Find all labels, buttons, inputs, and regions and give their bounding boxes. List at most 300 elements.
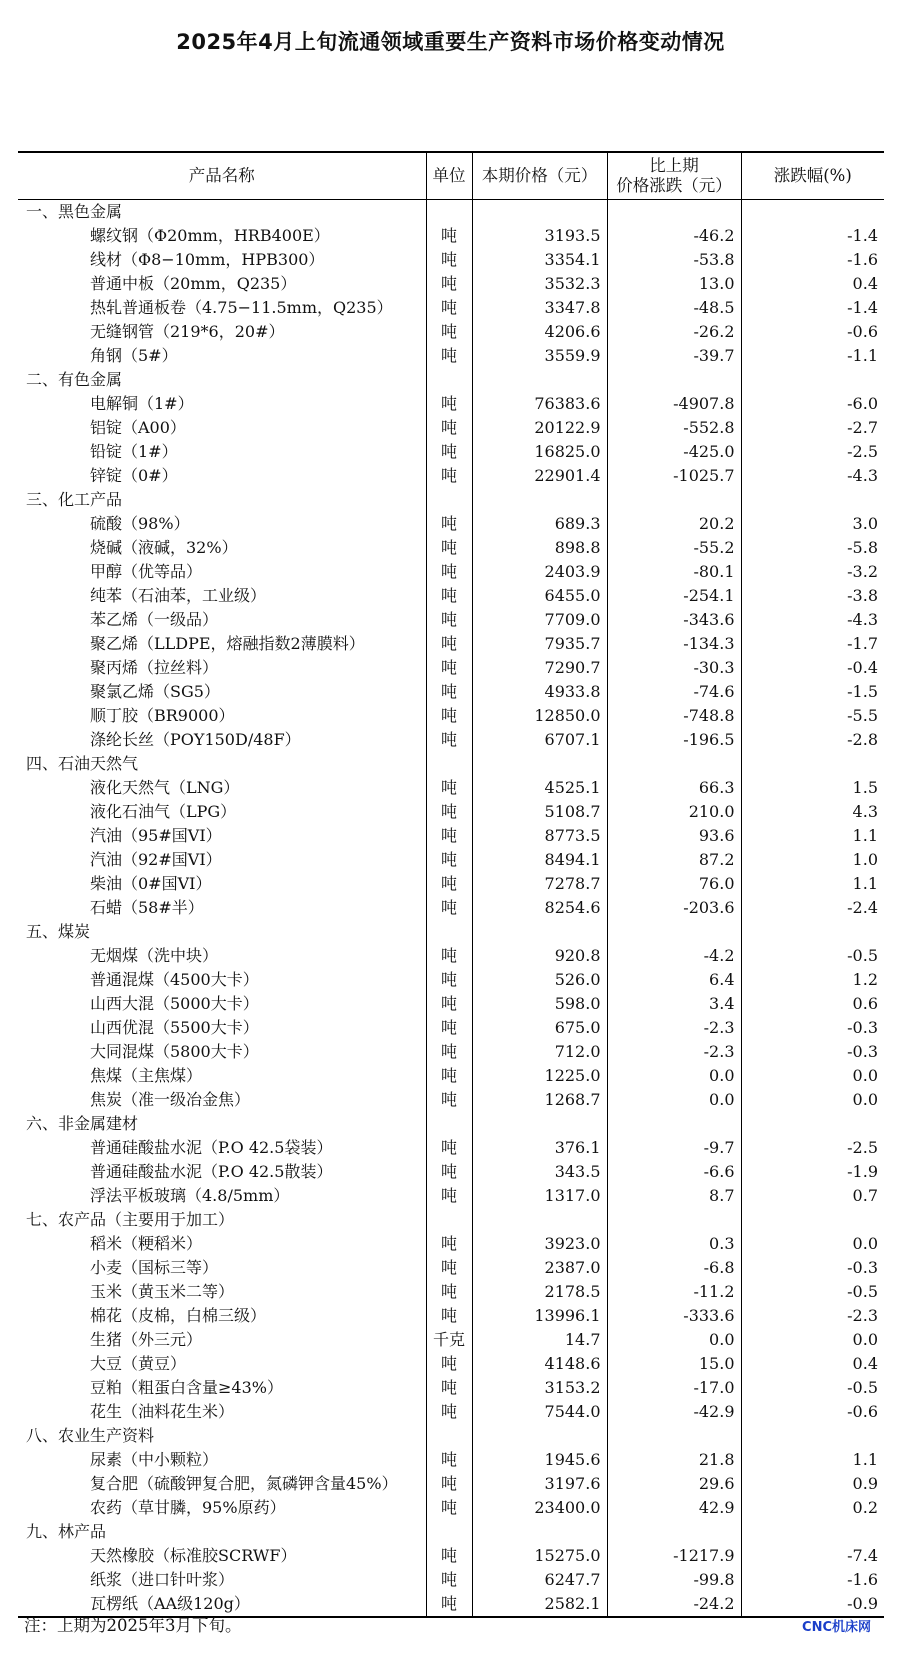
price-cell: 7290.7 — [472, 656, 607, 680]
change-cell: 66.3 — [607, 776, 741, 800]
unit-cell: 吨 — [426, 1376, 472, 1400]
pct-cell: -2.8 — [741, 728, 884, 752]
header-price: 本期价格（元） — [472, 152, 607, 200]
change-cell: -30.3 — [607, 656, 741, 680]
change-cell: 29.6 — [607, 1472, 741, 1496]
empty-cell — [741, 488, 884, 512]
change-cell: -4907.8 — [607, 392, 741, 416]
table-row — [18, 1304, 884, 1328]
change-cell: -9.7 — [607, 1136, 741, 1160]
table-row — [18, 1016, 884, 1040]
pct-cell: -0.3 — [741, 1016, 884, 1040]
unit-cell: 吨 — [426, 1184, 472, 1208]
empty-cell — [741, 1424, 884, 1448]
table-row — [18, 608, 884, 632]
product-name: 液化天然气（LNG） — [90, 778, 240, 797]
price-cell: 598.0 — [472, 992, 607, 1016]
table-row — [18, 1256, 884, 1280]
table-row — [18, 344, 884, 368]
price-cell: 898.8 — [472, 536, 607, 560]
product-name: 山西大混（5000大卡） — [90, 994, 259, 1013]
table-row — [18, 1448, 884, 1472]
pct-cell: 0.4 — [741, 272, 884, 296]
change-cell: -11.2 — [607, 1280, 741, 1304]
table-row — [18, 224, 884, 248]
table-row — [18, 1136, 884, 1160]
product-name: 线材（Φ8−10mm，HPB300） — [90, 250, 325, 269]
unit-cell: 吨 — [426, 1472, 472, 1496]
unit-cell: 吨 — [426, 680, 472, 704]
price-cell: 23400.0 — [472, 1496, 607, 1520]
unit-cell: 吨 — [426, 1088, 472, 1112]
pct-cell: -0.5 — [741, 1280, 884, 1304]
category-row — [18, 752, 884, 776]
table-row — [18, 440, 884, 464]
product-name: 普通中板（20mm，Q235） — [90, 274, 297, 293]
empty-cell — [426, 920, 472, 944]
category-row — [18, 200, 884, 225]
change-cell: -80.1 — [607, 560, 741, 584]
empty-cell — [741, 1208, 884, 1232]
empty-cell — [426, 1112, 472, 1136]
change-cell: -425.0 — [607, 440, 741, 464]
product-name: 纯苯（石油苯，工业级） — [90, 586, 267, 605]
unit-cell: 吨 — [426, 1304, 472, 1328]
price-table — [18, 151, 884, 1618]
change-cell: 8.7 — [607, 1184, 741, 1208]
price-cell: 3153.2 — [472, 1376, 607, 1400]
table-row — [18, 272, 884, 296]
pct-cell: -2.5 — [741, 440, 884, 464]
unit-cell: 吨 — [426, 608, 472, 632]
change-cell: -24.2 — [607, 1592, 741, 1617]
pct-cell: -0.5 — [741, 1376, 884, 1400]
change-cell: -53.8 — [607, 248, 741, 272]
change-cell: -333.6 — [607, 1304, 741, 1328]
unit-cell: 吨 — [426, 728, 472, 752]
empty-cell — [472, 1112, 607, 1136]
table-row — [18, 1376, 884, 1400]
unit-cell: 吨 — [426, 632, 472, 656]
product-name: 焦炭（准一级冶金焦） — [90, 1090, 251, 1109]
empty-cell — [426, 200, 472, 225]
pct-cell: 3.0 — [741, 512, 884, 536]
pct-cell: -0.6 — [741, 1400, 884, 1424]
unit-cell: 吨 — [426, 872, 472, 896]
price-cell: 3559.9 — [472, 344, 607, 368]
table-row — [18, 872, 884, 896]
product-name: 普通混煤（4500大卡） — [90, 970, 259, 989]
category-name: 五、煤炭 — [26, 922, 91, 941]
category-name: 四、石油天然气 — [26, 754, 139, 773]
product-name: 瓦楞纸（AA级120g） — [18, 1592, 426, 1617]
price-cell: 3347.8 — [472, 296, 607, 320]
pct-cell: 0.0 — [741, 1328, 884, 1352]
unit-cell: 吨 — [426, 344, 472, 368]
table-row — [18, 1064, 884, 1088]
unit-cell: 吨 — [426, 584, 472, 608]
unit-cell: 吨 — [426, 1040, 472, 1064]
header-change — [607, 152, 741, 200]
pct-cell: 1.2 — [741, 968, 884, 992]
unit-cell: 吨 — [426, 272, 472, 296]
empty-cell — [607, 1208, 741, 1232]
empty-cell — [607, 1520, 741, 1544]
pct-cell: -1.7 — [741, 632, 884, 656]
pct-cell: -7.4 — [741, 1544, 884, 1568]
price-cell: 4206.6 — [472, 320, 607, 344]
unit-cell: 吨 — [426, 776, 472, 800]
pct-cell: -3.2 — [741, 560, 884, 584]
price-cell: 712.0 — [472, 1040, 607, 1064]
category-name: 七、农产品（主要用于加工） — [26, 1210, 235, 1229]
pct-cell: -1.6 — [741, 1568, 884, 1592]
product-name: 生猪（外三元） — [90, 1330, 203, 1349]
empty-cell — [426, 1520, 472, 1544]
change-cell: 0.0 — [607, 1328, 741, 1352]
change-cell: -4.2 — [607, 944, 741, 968]
price-cell: 6455.0 — [472, 584, 607, 608]
empty-cell — [426, 1424, 472, 1448]
product-name: 浮法平板玻璃（4.8/5mm） — [90, 1186, 290, 1205]
change-cell: 42.9 — [607, 1496, 741, 1520]
price-cell: 20122.9 — [472, 416, 607, 440]
product-name: 无缝钢管（219*6，20#） — [90, 322, 285, 341]
table-row — [18, 536, 884, 560]
pct-cell: -2.5 — [741, 1136, 884, 1160]
header-change-line1: 比上期 — [649, 156, 699, 175]
change-cell: -203.6 — [607, 896, 741, 920]
pct-cell: -5.8 — [741, 536, 884, 560]
price-cell: 76383.6 — [472, 392, 607, 416]
pct-cell: -2.4 — [741, 896, 884, 920]
empty-cell — [607, 368, 741, 392]
product-name: 热轧普通板卷（4.75−11.5mm，Q235） — [90, 298, 393, 317]
table-row — [18, 1496, 884, 1520]
empty-cell — [607, 200, 741, 225]
pct-cell: 1.1 — [741, 824, 884, 848]
price-cell: 7709.0 — [472, 608, 607, 632]
table-row — [18, 1280, 884, 1304]
category-row — [18, 1520, 884, 1544]
table-body — [18, 200, 884, 1618]
pct-cell: 0.0 — [741, 1088, 884, 1112]
empty-cell — [426, 368, 472, 392]
category-name: 八、农业生产资料 — [26, 1426, 155, 1445]
change-cell: -254.1 — [607, 584, 741, 608]
unit-cell: 吨 — [426, 968, 472, 992]
table-header-row — [18, 152, 884, 200]
empty-cell — [472, 200, 607, 225]
change-cell: 210.0 — [607, 800, 741, 824]
price-cell: 8494.1 — [472, 848, 607, 872]
pct-cell: -0.3 — [741, 1040, 884, 1064]
change-cell: 20.2 — [607, 512, 741, 536]
product-name: 锌锭（0#） — [90, 466, 178, 485]
empty-cell — [472, 488, 607, 512]
table-row — [18, 512, 884, 536]
empty-cell — [472, 368, 607, 392]
change-cell: -42.9 — [607, 1400, 741, 1424]
product-name: 大豆（黄豆） — [90, 1354, 187, 1373]
unit-cell: 吨 — [426, 1496, 472, 1520]
pct-cell: -0.6 — [741, 320, 884, 344]
product-name: 液化石油气（LPG） — [90, 802, 237, 821]
unit-cell: 吨 — [426, 1568, 472, 1592]
unit-cell: 吨 — [426, 392, 472, 416]
change-cell: -196.5 — [607, 728, 741, 752]
product-name: 山西优混（5500大卡） — [90, 1018, 259, 1037]
table-row — [18, 584, 884, 608]
pct-cell: -1.4 — [741, 296, 884, 320]
change-cell: -552.8 — [607, 416, 741, 440]
change-cell: 87.2 — [607, 848, 741, 872]
unit-cell: 吨 — [426, 704, 472, 728]
category-row — [18, 1208, 884, 1232]
unit-cell: 吨 — [426, 992, 472, 1016]
empty-cell — [472, 752, 607, 776]
table-row — [18, 1184, 884, 1208]
price-cell: 3354.1 — [472, 248, 607, 272]
pct-cell: 0.0 — [741, 1064, 884, 1088]
unit-cell: 吨 — [426, 824, 472, 848]
pct-cell: -0.4 — [741, 656, 884, 680]
price-cell: 689.3 — [472, 512, 607, 536]
table-row — [18, 824, 884, 848]
unit-cell: 吨 — [426, 320, 472, 344]
unit-cell: 吨 — [426, 224, 472, 248]
footnote: 注：上期为2025年3月下旬。 — [24, 1616, 242, 1635]
category-name: 一、黑色金属 — [26, 202, 123, 221]
unit-cell: 吨 — [426, 1232, 472, 1256]
pct-cell: 4.3 — [741, 800, 884, 824]
table-row — [18, 1232, 884, 1256]
unit-cell: 吨 — [426, 1256, 472, 1280]
empty-cell — [472, 1424, 607, 1448]
price-cell: 7935.7 — [472, 632, 607, 656]
category-row — [18, 368, 884, 392]
change-cell: -2.3 — [607, 1016, 741, 1040]
unit-cell: 吨 — [426, 1064, 472, 1088]
unit-cell: 吨 — [426, 464, 472, 488]
change-cell: -1025.7 — [607, 464, 741, 488]
change-cell: 13.0 — [607, 272, 741, 296]
price-cell: 4933.8 — [472, 680, 607, 704]
empty-cell — [741, 1520, 884, 1544]
category-row — [18, 1112, 884, 1136]
pct-cell: -5.5 — [741, 704, 884, 728]
product-name: 普通硅酸盐水泥（P.O 42.5袋装） — [90, 1138, 333, 1157]
unit-cell: 吨 — [426, 1136, 472, 1160]
pct-cell: 1.5 — [741, 776, 884, 800]
pct-cell: -1.1 — [741, 344, 884, 368]
price-cell: 1225.0 — [472, 1064, 607, 1088]
product-name: 豆粕（粗蛋白含量≥43%） — [90, 1378, 283, 1397]
product-name: 普通硅酸盐水泥（P.O 42.5散装） — [90, 1162, 333, 1181]
product-name: 聚丙烯（拉丝料） — [90, 658, 219, 677]
change-cell: 0.3 — [607, 1232, 741, 1256]
change-cell: 76.0 — [607, 872, 741, 896]
table-row — [18, 1400, 884, 1424]
product-name: 汽油（95#国VI） — [90, 826, 222, 845]
pct-cell: 1.1 — [741, 872, 884, 896]
change-cell: -343.6 — [607, 608, 741, 632]
change-cell: -134.3 — [607, 632, 741, 656]
change-cell: -26.2 — [607, 320, 741, 344]
change-cell: 0.0 — [607, 1064, 741, 1088]
product-name: 铝锭（A00） — [90, 418, 186, 437]
empty-cell — [607, 1112, 741, 1136]
price-cell: 8773.5 — [472, 824, 607, 848]
table-row — [18, 1040, 884, 1064]
table-row — [18, 656, 884, 680]
unit-cell: 吨 — [426, 1544, 472, 1568]
price-cell: 8254.6 — [472, 896, 607, 920]
price-cell: 7544.0 — [472, 1400, 607, 1424]
product-name: 螺纹钢（Φ20mm，HRB400E） — [90, 226, 330, 245]
table-row — [18, 968, 884, 992]
unit-cell: 吨 — [426, 560, 472, 584]
change-cell: -48.5 — [607, 296, 741, 320]
change-cell: 6.4 — [607, 968, 741, 992]
price-cell: 376.1 — [472, 1136, 607, 1160]
change-cell: -1217.9 — [607, 1544, 741, 1568]
unit-cell: 吨 — [426, 440, 472, 464]
unit-cell: 吨 — [426, 512, 472, 536]
change-cell: 3.4 — [607, 992, 741, 1016]
product-name: 花生（油料花生米） — [90, 1402, 235, 1421]
price-cell: 6247.7 — [472, 1568, 607, 1592]
price-cell: 6707.1 — [472, 728, 607, 752]
pct-cell: 0.2 — [741, 1496, 884, 1520]
table-row — [18, 1160, 884, 1184]
empty-cell — [741, 368, 884, 392]
product-name: 角钢（5#） — [90, 346, 178, 365]
price-cell: 343.5 — [472, 1160, 607, 1184]
product-name: 铅锭（1#） — [90, 442, 178, 461]
unit-cell: 吨 — [426, 248, 472, 272]
pct-cell: 1.0 — [741, 848, 884, 872]
price-cell: 3193.5 — [472, 224, 607, 248]
unit-cell: 吨 — [426, 296, 472, 320]
unit-cell: 吨 — [426, 1400, 472, 1424]
change-cell: 15.0 — [607, 1352, 741, 1376]
pct-cell: -2.7 — [741, 416, 884, 440]
table-row — [18, 1472, 884, 1496]
unit-cell: 吨 — [426, 944, 472, 968]
product-name: 棉花（皮棉，白棉三级） — [90, 1306, 267, 1325]
product-name: 玉米（黄玉米二等） — [90, 1282, 235, 1301]
empty-cell — [741, 200, 884, 225]
price-cell: 22901.4 — [472, 464, 607, 488]
price-cell: 1317.0 — [472, 1184, 607, 1208]
category-name: 三、化工产品 — [26, 490, 123, 509]
pct-cell: -1.5 — [741, 680, 884, 704]
change-cell: -6.8 — [607, 1256, 741, 1280]
change-cell: 93.6 — [607, 824, 741, 848]
empty-cell — [426, 752, 472, 776]
category-name: 二、有色金属 — [26, 370, 123, 389]
table-row — [18, 464, 884, 488]
pct-cell: -0.3 — [741, 1256, 884, 1280]
price-cell: 14.7 — [472, 1328, 607, 1352]
product-name: 纸浆（进口针叶浆） — [90, 1570, 235, 1589]
pct-cell: -0.9 — [741, 1592, 884, 1617]
price-cell: 3532.3 — [472, 272, 607, 296]
unit-cell: 吨 — [426, 1016, 472, 1040]
price-cell: 3197.6 — [472, 1472, 607, 1496]
table-row — [18, 296, 884, 320]
table-row — [18, 776, 884, 800]
price-cell: 675.0 — [472, 1016, 607, 1040]
pct-cell: -4.3 — [741, 608, 884, 632]
pct-cell: -2.3 — [741, 1304, 884, 1328]
empty-cell — [741, 752, 884, 776]
product-name: 烧碱（液碱，32%） — [90, 538, 238, 557]
change-cell: -74.6 — [607, 680, 741, 704]
pct-cell: 1.1 — [741, 1448, 884, 1472]
product-name: 稻米（粳稻米） — [90, 1234, 203, 1253]
price-cell: 4525.1 — [472, 776, 607, 800]
product-name: 柴油（0#国VI） — [90, 874, 212, 893]
category-name: 六、非金属建材 — [26, 1114, 139, 1133]
change-cell: -55.2 — [607, 536, 741, 560]
table-row — [18, 1544, 884, 1568]
price-cell: 2178.5 — [472, 1280, 607, 1304]
unit-cell: 吨 — [426, 536, 472, 560]
category-row — [18, 488, 884, 512]
header-pct: 涨跌幅(%) — [741, 152, 884, 200]
change-cell: -39.7 — [607, 344, 741, 368]
table-row — [18, 1088, 884, 1112]
change-cell: -17.0 — [607, 1376, 741, 1400]
table-row — [18, 944, 884, 968]
empty-cell — [741, 920, 884, 944]
product-name: 电解铜（1#） — [90, 394, 194, 413]
unit-cell: 吨 — [426, 416, 472, 440]
empty-cell — [426, 1208, 472, 1232]
product-name: 复合肥（硫酸钾复合肥，氮磷钾含量45%） — [90, 1474, 398, 1493]
unit-cell: 千克 — [426, 1328, 472, 1352]
category-row — [18, 1424, 884, 1448]
price-cell: 2387.0 — [472, 1256, 607, 1280]
table-row — [18, 320, 884, 344]
empty-cell — [607, 488, 741, 512]
table-row — [18, 1328, 884, 1352]
product-name: 涤纶长丝（POY150D/48F） — [90, 730, 301, 749]
empty-cell — [472, 920, 607, 944]
unit-cell: 吨 — [426, 896, 472, 920]
pct-cell: -6.0 — [741, 392, 884, 416]
empty-cell — [607, 752, 741, 776]
table-row — [18, 560, 884, 584]
table-row — [18, 848, 884, 872]
change-cell: -2.3 — [607, 1040, 741, 1064]
table-row — [18, 1568, 884, 1592]
table-row — [18, 248, 884, 272]
pct-cell: 0.7 — [741, 1184, 884, 1208]
table-row — [18, 1352, 884, 1376]
pct-cell: -4.3 — [741, 464, 884, 488]
unit-cell: 吨 — [426, 1592, 472, 1617]
change-cell: -748.8 — [607, 704, 741, 728]
product-name: 天然橡胶（标准胶SCRWF） — [90, 1546, 297, 1565]
pct-cell: -1.4 — [741, 224, 884, 248]
pct-cell: 0.6 — [741, 992, 884, 1016]
unit-cell: 吨 — [426, 1280, 472, 1304]
change-cell: -99.8 — [607, 1568, 741, 1592]
price-cell: 1945.6 — [472, 1448, 607, 1472]
